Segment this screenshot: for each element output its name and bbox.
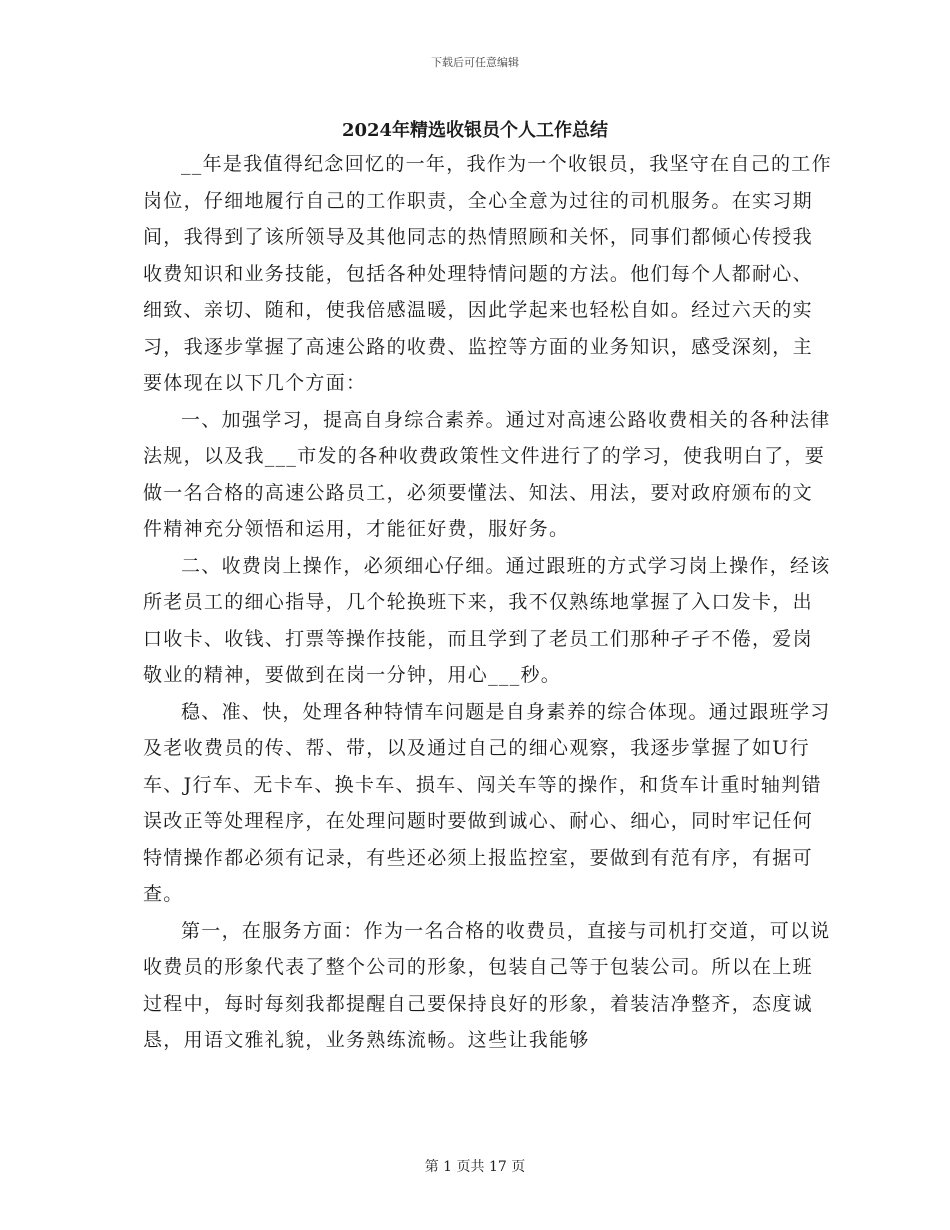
paragraph-service: 第一，在服务方面：作为一名合格的收费员，直接与司机打交道，可以说收费员的形象代表了整个公司的形象，包装自己等于包装公司。所以在上班过程中，每时每刻我都提醒自己要保持良好的形象，着装洁净整齐，态度诚恳，用语文雅礼貌，业务熟练流畅。这些让我能够 xyxy=(143,919,831,1051)
document-body xyxy=(143,146,833,1059)
paragraph-intro: __年是我值得纪念回忆的一年，我作为一个收银员，我坚守在自己的工作岗位，仔细地履行自己的工作职责，全心全意为过往的司机服务。在实习期间，我得到了该所领导及其他同志的热情照顾和关怀，同事们都倾心传授我收费知识和业务技能，包括各种处理特情问题的方法。他们每个人都耐心、细致、亲切、随和，使我倍感温暖，因此学起来也轻松自如。经过六天的实习，我逐步掌握了高速公路的收费、监控等方面的业务知识，感受深刻，主要体现在以下几个方面： xyxy=(143,153,832,394)
paragraph-study: 一、加强学习，提高自身综合素养。通过对高速公路收费相关的各种法律法规，以及我___市发的各种收费政策性文件进行了的学习，使我明白了，要做一名合格的高速公路员工，必须要懂法、知法、用法，要对政府颁布的文件精神充分领悟和运用，才能征好费，服好务。 xyxy=(143,408,831,540)
paragraph-special-cases: 稳、准、快，处理各种特情车问题是自身素养的综合体现。通过跟班学习及老收费员的传、帮、带，以及通过自己的细心观察，我逐步掌握了如U行车、J行车、无卡车、换卡车、损车、闯关车等的操作，和货车计重时轴判错误改正等处理程序，在处理问题时要做到诚心、耐心、细心，同时牢记任何特情操作都必须有记录，有些还必须上报监控室，要做到有范有序，有据可查。 xyxy=(143,700,831,905)
page-header-note: 下载后可任意编辑 xyxy=(431,56,519,69)
paragraph-operation: 二、收费岗上操作，必须细心仔细。通过跟班的方式学习岗上操作，经该所老员工的细心指导，几个轮换班下来，我不仅熟练地掌握了入口发卡，出口收卡、收钱、打票等操作技能，而且学到了老员工们那种孑孑不倦，爱岗敬业的精神，要做到在岗一分钟，用心___秒。 xyxy=(143,554,831,686)
document-title: 2024年精选收银员个人工作总结 xyxy=(341,120,609,141)
page-number: 第 1 页共 17 页 xyxy=(424,1159,526,1175)
